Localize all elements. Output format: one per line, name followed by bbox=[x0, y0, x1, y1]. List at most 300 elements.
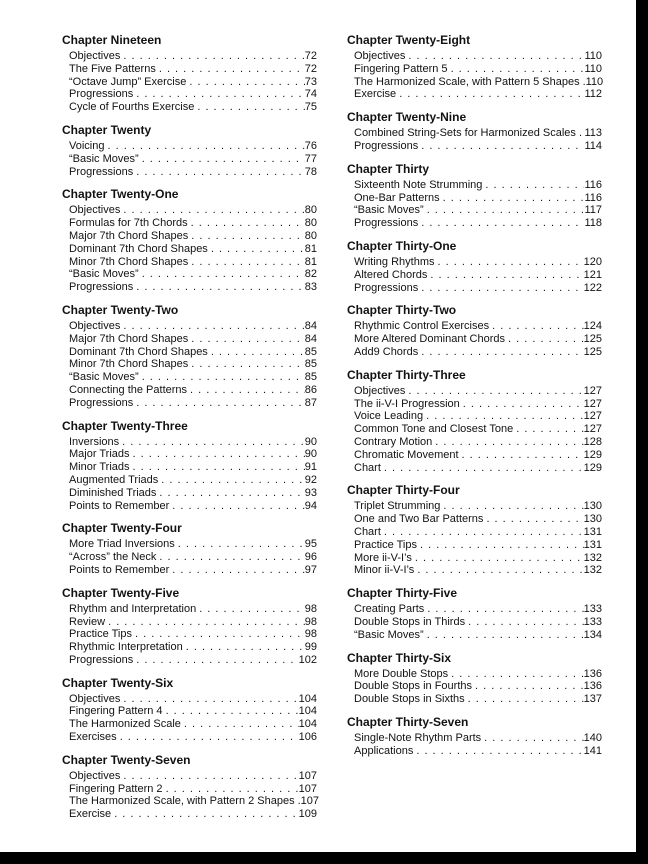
dot-leader bbox=[130, 461, 305, 474]
toc-entry-label: Rhythmic Control Exercises bbox=[354, 320, 490, 333]
toc-entry-label: Objectives bbox=[69, 50, 121, 62]
toc-entry-label: Practice Tips bbox=[69, 628, 132, 641]
toc-entry-page: 93 bbox=[304, 486, 317, 499]
toc-entry-label: Connecting the Patterns bbox=[69, 383, 188, 396]
chapter-section bbox=[62, 188, 317, 294]
toc-entry-label: Applications bbox=[354, 744, 414, 757]
chapter-title: Chapter Thirty-Five bbox=[347, 586, 458, 601]
dot-leader bbox=[505, 333, 584, 346]
dot-leader bbox=[381, 526, 584, 539]
toc-entry bbox=[354, 127, 602, 140]
dot-leader bbox=[183, 641, 305, 654]
dot-leader bbox=[188, 333, 305, 346]
toc-entry-label: Voicing bbox=[69, 139, 105, 152]
chapter-title: Chapter Twenty-Five bbox=[62, 585, 180, 600]
toc-entry-label: Exercise bbox=[69, 808, 112, 821]
dot-leader bbox=[424, 629, 584, 642]
dot-leader bbox=[133, 166, 305, 179]
toc-entry bbox=[354, 346, 602, 359]
toc-entry-label: Objectives bbox=[69, 319, 121, 332]
dot-leader bbox=[414, 564, 583, 577]
toc-entry bbox=[354, 63, 602, 76]
dot-leader bbox=[424, 603, 583, 616]
toc-entry-label: The ii-V-I Progression bbox=[354, 397, 460, 410]
toc-entry-label: Add9 Chords bbox=[354, 345, 419, 358]
toc-entry bbox=[69, 564, 317, 577]
toc-entry-label: Major Triads bbox=[69, 448, 130, 461]
toc-entry-page: 110 bbox=[585, 75, 604, 88]
toc-entry-label: Points to Remember bbox=[69, 563, 170, 576]
toc-entry bbox=[354, 693, 602, 706]
toc-entry-page: 122 bbox=[583, 281, 602, 294]
dot-leader bbox=[186, 76, 304, 89]
chapter-section bbox=[347, 111, 602, 153]
toc-entry bbox=[354, 616, 602, 629]
chapter-section bbox=[62, 522, 317, 576]
toc-entry-label: Objectives bbox=[69, 769, 121, 782]
toc-entry bbox=[354, 629, 602, 642]
toc-entry-label: “Octave Jump” Exercise bbox=[69, 75, 187, 88]
scan-edge-bottom bbox=[0, 852, 648, 864]
dot-leader bbox=[405, 385, 583, 398]
dot-leader bbox=[482, 179, 584, 192]
toc-entry-page: 116 bbox=[584, 178, 602, 191]
toc-entry bbox=[354, 462, 602, 475]
toc-entry-page: 131 bbox=[583, 525, 602, 538]
toc-entry-label: Double Stops in Sixths bbox=[354, 693, 465, 706]
toc-entry-label: Cycle of Fourths Exercise bbox=[69, 101, 195, 114]
chapter-title: Chapter Thirty-Four bbox=[347, 483, 460, 498]
dot-leader bbox=[483, 513, 583, 526]
toc-entry bbox=[354, 217, 602, 230]
chapter-section bbox=[62, 124, 317, 178]
toc-entry-label: Objectives bbox=[354, 384, 406, 397]
toc-entry bbox=[354, 436, 602, 449]
toc-entry bbox=[354, 732, 602, 745]
toc-entry bbox=[354, 76, 602, 89]
toc-entry-label: Progressions bbox=[69, 281, 134, 294]
dot-leader bbox=[405, 50, 584, 63]
toc-entry-page: 84 bbox=[304, 319, 317, 332]
toc-entry bbox=[69, 436, 317, 449]
dot-leader bbox=[169, 500, 304, 513]
toc-entry-page: 107 bbox=[298, 769, 317, 782]
toc-entry-page: 81 bbox=[304, 242, 317, 255]
toc-entry-label: Exercises bbox=[69, 731, 117, 744]
toc-entry-page: 75 bbox=[304, 101, 317, 114]
toc-entry-page: 104 bbox=[298, 692, 317, 705]
toc-entry bbox=[69, 731, 317, 744]
toc-entry-page: 104 bbox=[298, 705, 317, 718]
chapter-section bbox=[62, 420, 317, 513]
chapter-title: Chapter Twenty bbox=[62, 122, 152, 137]
toc-entry-page: 116 bbox=[584, 191, 602, 204]
toc-entry-label: More Altered Dominant Chords bbox=[354, 333, 506, 346]
toc-entry-label: Common Tone and Closest Tone bbox=[354, 423, 514, 436]
toc-entry bbox=[69, 153, 317, 166]
toc-entry bbox=[69, 461, 317, 474]
toc-entry bbox=[69, 268, 317, 281]
dot-leader bbox=[130, 448, 305, 461]
toc-entry-label: The Harmonized Scale, with Pattern 5 Shapes bbox=[354, 75, 580, 88]
toc-entry bbox=[354, 680, 602, 693]
toc-entry bbox=[354, 513, 602, 526]
toc-entry bbox=[69, 538, 317, 551]
toc-entry bbox=[354, 204, 602, 217]
toc-entry-page: 110 bbox=[584, 50, 602, 62]
chapter-title: Chapter Twenty-Three bbox=[62, 418, 188, 433]
dot-leader bbox=[133, 654, 298, 667]
dot-leader bbox=[418, 140, 584, 153]
toc-entry bbox=[69, 641, 317, 654]
toc-entry bbox=[354, 320, 602, 333]
chapter-section bbox=[347, 587, 602, 641]
toc-entry-label: “Basic Moves” bbox=[69, 268, 139, 281]
toc-entry-label: Altered Chords bbox=[354, 268, 428, 281]
toc-entry bbox=[69, 448, 317, 461]
toc-entry-page: 129 bbox=[583, 448, 602, 461]
dot-leader bbox=[208, 346, 305, 359]
toc-entry-page: 96 bbox=[304, 551, 317, 564]
dot-leader bbox=[432, 436, 583, 449]
dot-leader bbox=[448, 63, 585, 76]
dot-leader bbox=[417, 539, 584, 552]
toc-entry-page: 81 bbox=[304, 255, 317, 268]
dot-leader bbox=[120, 770, 298, 783]
dot-leader bbox=[163, 705, 299, 718]
toc-entry-page: 117 bbox=[584, 204, 602, 217]
toc-entry-page: 92 bbox=[304, 473, 317, 486]
toc-entry bbox=[69, 795, 317, 808]
chapter-section bbox=[62, 34, 317, 114]
dot-leader bbox=[104, 140, 304, 153]
toc-entry-label: “Basic Moves” bbox=[354, 204, 424, 217]
toc-entry-label: Minor Triads bbox=[69, 461, 130, 474]
toc-entry-page: 84 bbox=[304, 332, 317, 345]
toc-entry bbox=[354, 539, 602, 552]
dot-leader bbox=[418, 346, 583, 359]
chapter-title: Chapter Twenty-Nine bbox=[347, 110, 467, 125]
dot-leader bbox=[481, 732, 583, 745]
dot-leader bbox=[132, 628, 305, 641]
toc-entry bbox=[69, 63, 317, 76]
toc-entry-page: 124 bbox=[583, 320, 602, 333]
toc-entry-page: 113 bbox=[584, 127, 602, 140]
toc-entry-label: More ii-V-I’s bbox=[354, 551, 412, 564]
toc-entry-page: 125 bbox=[583, 333, 602, 346]
toc-entry-label: Rhythmic Interpretation bbox=[69, 641, 183, 654]
dot-leader bbox=[158, 474, 304, 487]
toc-entry-label: Points to Remember bbox=[69, 499, 170, 512]
toc-entry-label: Fingering Pattern 2 bbox=[69, 782, 163, 795]
toc-entry bbox=[354, 192, 602, 205]
dot-leader bbox=[423, 410, 584, 423]
toc-entry-label: One-Bar Patterns bbox=[354, 191, 440, 204]
chapter-section bbox=[347, 163, 602, 230]
toc-entry-page: 129 bbox=[583, 461, 602, 474]
toc-entry-label: Minor 7th Chord Shapes bbox=[69, 255, 189, 268]
toc-columns bbox=[62, 34, 602, 831]
toc-entry-page: 85 bbox=[304, 358, 317, 371]
toc-entry-page: 78 bbox=[304, 165, 317, 178]
toc-entry bbox=[354, 449, 602, 462]
toc-entry bbox=[354, 179, 602, 192]
toc-entry bbox=[354, 140, 602, 153]
chapter-section bbox=[62, 754, 317, 821]
dot-leader bbox=[120, 50, 304, 63]
chapter-section bbox=[347, 240, 602, 294]
toc-entry-page: 82 bbox=[304, 268, 317, 281]
dot-leader bbox=[188, 217, 305, 230]
chapter-title: Chapter Thirty-Two bbox=[347, 303, 457, 318]
dot-leader bbox=[418, 217, 584, 230]
chapter-title: Chapter Twenty-Eight bbox=[347, 33, 471, 47]
toc-entry-page: 72 bbox=[304, 50, 317, 62]
dot-leader bbox=[424, 204, 585, 217]
toc-entry-page: 133 bbox=[583, 615, 602, 628]
toc-entry bbox=[69, 693, 317, 706]
dot-leader bbox=[175, 538, 305, 551]
toc-entry bbox=[69, 230, 317, 243]
toc-entry-page: 132 bbox=[583, 551, 602, 564]
dot-leader bbox=[111, 808, 298, 821]
toc-entry-page: 74 bbox=[304, 88, 317, 101]
toc-entry bbox=[69, 333, 317, 346]
dot-leader bbox=[156, 551, 304, 564]
toc-entry bbox=[354, 603, 602, 616]
toc-entry-label: “Basic Moves” bbox=[69, 152, 139, 165]
toc-entry bbox=[69, 320, 317, 333]
toc-entry bbox=[69, 371, 317, 384]
toc-entry-label: The Five Patterns bbox=[69, 62, 156, 75]
toc-entry-page: 132 bbox=[583, 564, 602, 577]
toc-entry-page: 80 bbox=[304, 229, 317, 242]
toc-entry-page: 72 bbox=[304, 62, 317, 75]
toc-entry bbox=[354, 410, 602, 423]
toc-entry-page: 130 bbox=[583, 500, 602, 513]
chapter-section bbox=[347, 716, 602, 758]
toc-entry-label: Single-Note Rhythm Parts bbox=[354, 731, 482, 744]
toc-entry-label: Practice Tips bbox=[354, 538, 417, 551]
toc-entry-page: 85 bbox=[304, 345, 317, 358]
toc-entry-label: Progressions bbox=[69, 653, 134, 666]
toc-entry-label: Formulas for 7th Chords bbox=[69, 217, 188, 230]
toc-entry bbox=[69, 770, 317, 783]
dot-leader bbox=[489, 320, 584, 333]
toc-entry bbox=[69, 487, 317, 500]
toc-entry-label: Progressions bbox=[354, 281, 419, 294]
toc-entry-label: Major 7th Chord Shapes bbox=[69, 332, 189, 345]
toc-entry bbox=[69, 628, 317, 641]
toc-entry-page: 86 bbox=[304, 383, 317, 396]
toc-entry-page: 140 bbox=[583, 731, 602, 744]
toc-entry-label: Writing Rhythms bbox=[354, 255, 435, 268]
toc-entry-label: Diminished Triads bbox=[69, 486, 157, 499]
toc-entry-page: 112 bbox=[584, 88, 602, 101]
toc-entry-page: 127 bbox=[583, 384, 602, 397]
chapter-title: Chapter Nineteen bbox=[62, 33, 162, 47]
dot-leader bbox=[105, 616, 305, 629]
dot-leader bbox=[133, 281, 305, 294]
chapter-title: Chapter Thirty bbox=[347, 161, 430, 176]
chapter-title: Chapter Twenty-Two bbox=[62, 302, 179, 317]
toc-entry bbox=[69, 358, 317, 371]
dot-leader bbox=[139, 153, 305, 166]
toc-entry-page: 141 bbox=[583, 744, 602, 757]
toc-entry-label: Contrary Motion bbox=[354, 435, 433, 448]
toc-entry-label: Objectives bbox=[69, 204, 121, 217]
dot-leader bbox=[139, 371, 305, 384]
toc-entry-label: Inversions bbox=[69, 435, 120, 448]
toc-entry bbox=[354, 385, 602, 398]
toc-entry bbox=[69, 166, 317, 179]
toc-entry bbox=[354, 564, 602, 577]
toc-entry bbox=[354, 423, 602, 436]
toc-entry bbox=[354, 333, 602, 346]
chapter-section bbox=[347, 34, 602, 101]
toc-entry bbox=[354, 398, 602, 411]
toc-entry-page: 91 bbox=[304, 461, 317, 474]
dot-leader bbox=[427, 269, 583, 282]
toc-entry bbox=[69, 50, 317, 63]
toc-entry-page: 85 bbox=[304, 371, 317, 384]
toc-entry-page: 125 bbox=[583, 345, 602, 358]
toc-entry bbox=[69, 551, 317, 564]
toc-entry bbox=[354, 256, 602, 269]
toc-entry-page: 127 bbox=[583, 397, 602, 410]
toc-entry bbox=[69, 101, 317, 114]
chapter-title: Chapter Twenty-Four bbox=[62, 521, 182, 536]
toc-entry bbox=[69, 243, 317, 256]
toc-entry-label: “Across” the Neck bbox=[69, 551, 157, 564]
dot-leader bbox=[465, 693, 584, 706]
toc-entry-label: Objectives bbox=[69, 692, 121, 705]
toc-entry-label: More Double Stops bbox=[354, 667, 449, 680]
dot-leader bbox=[465, 616, 584, 629]
toc-entry-label: Dominant 7th Chord Shapes bbox=[69, 345, 208, 358]
toc-entry-label: The Harmonized Scale, with Pattern 2 Shapes bbox=[69, 795, 295, 808]
toc-column-left bbox=[62, 34, 317, 831]
toc-entry-label: Progressions bbox=[354, 139, 419, 152]
toc-entry-label: Fingering Pattern 4 bbox=[69, 705, 163, 718]
toc-entry-page: 98 bbox=[304, 628, 317, 641]
toc-entry-page: 107 bbox=[300, 795, 319, 808]
dot-leader bbox=[156, 63, 305, 76]
toc-entry bbox=[69, 76, 317, 89]
toc-entry-page: 80 bbox=[304, 217, 317, 230]
scan-edge-right bbox=[636, 0, 648, 864]
dot-leader bbox=[440, 192, 585, 205]
toc-entry-page: 107 bbox=[298, 782, 317, 795]
toc-entry-label: Progressions bbox=[69, 88, 134, 101]
dot-leader bbox=[440, 500, 583, 513]
toc-entry-page: 97 bbox=[304, 563, 317, 576]
toc-entry-label: Rhythm and Interpretation bbox=[69, 602, 197, 615]
dot-leader bbox=[513, 423, 583, 436]
toc-entry-page: 131 bbox=[583, 538, 602, 551]
dot-leader bbox=[196, 603, 305, 616]
toc-entry-page: 99 bbox=[304, 641, 317, 654]
toc-entry-page: 77 bbox=[304, 152, 317, 165]
toc-entry bbox=[69, 204, 317, 217]
toc-entry-page: 95 bbox=[304, 538, 317, 551]
toc-entry bbox=[69, 705, 317, 718]
dot-leader bbox=[448, 668, 583, 681]
dot-leader bbox=[117, 731, 299, 744]
dot-leader bbox=[434, 256, 583, 269]
toc-entry bbox=[69, 808, 317, 821]
toc-entry-label: Minor ii-V-I’s bbox=[354, 564, 415, 577]
toc-entry-page: 102 bbox=[298, 653, 317, 666]
chapter-title: Chapter Thirty-Seven bbox=[347, 714, 469, 729]
toc-entry-label: Progressions bbox=[69, 396, 134, 409]
toc-entry-page: 118 bbox=[584, 217, 602, 230]
toc-entry-page: 136 bbox=[583, 680, 602, 693]
dot-leader bbox=[120, 693, 298, 706]
toc-entry-label: Chromatic Movement bbox=[354, 448, 459, 461]
toc-entry-label: Augmented Triads bbox=[69, 473, 159, 486]
toc-entry-page: 120 bbox=[583, 255, 602, 268]
dot-leader bbox=[381, 462, 584, 475]
toc-entry-page: 98 bbox=[304, 615, 317, 628]
dot-leader bbox=[459, 449, 584, 462]
dot-leader bbox=[163, 783, 299, 796]
dot-leader bbox=[194, 101, 304, 114]
toc-entry bbox=[354, 88, 602, 101]
toc-entry-page: 134 bbox=[583, 628, 602, 641]
chapter-title: Chapter Thirty-Three bbox=[347, 367, 466, 382]
toc-entry-label: Chart bbox=[354, 461, 381, 474]
toc-entry-label: Creating Parts bbox=[354, 603, 425, 616]
toc-entry-page: 114 bbox=[584, 139, 602, 152]
toc-entry bbox=[69, 474, 317, 487]
dot-leader bbox=[120, 320, 304, 333]
toc-entry-page: 133 bbox=[583, 603, 602, 616]
toc-entry-page: 128 bbox=[583, 435, 602, 448]
toc-entry-label: Sixteenth Note Strumming bbox=[354, 178, 483, 191]
toc-entry bbox=[69, 217, 317, 230]
dot-leader bbox=[472, 680, 584, 693]
toc-entry-page: 87 bbox=[304, 396, 317, 409]
dot-leader bbox=[188, 230, 305, 243]
dot-leader bbox=[460, 398, 584, 411]
toc-entry-label: One and Two Bar Patterns bbox=[354, 513, 484, 526]
toc-entry bbox=[354, 282, 602, 295]
toc-entry-label: Double Stops in Thirds bbox=[354, 615, 466, 628]
toc-entry-page: 73 bbox=[304, 75, 317, 88]
toc-entry-label: Double Stops in Fourths bbox=[354, 680, 473, 693]
toc-entry-label: Exercise bbox=[354, 88, 397, 101]
toc-entry-label: Voice Leading bbox=[354, 410, 424, 423]
chapter-title: Chapter Twenty-Six bbox=[62, 675, 174, 690]
toc-entry bbox=[354, 500, 602, 513]
dot-leader bbox=[576, 127, 585, 140]
toc-entry-page: 127 bbox=[583, 423, 602, 436]
toc-entry-page: 136 bbox=[583, 667, 602, 680]
toc-entry-page: 98 bbox=[304, 602, 317, 615]
toc-entry bbox=[69, 140, 317, 153]
dot-leader bbox=[139, 268, 305, 281]
dot-leader bbox=[187, 384, 305, 397]
dot-leader bbox=[156, 487, 304, 500]
chapter-title: Chapter Thirty-One bbox=[347, 238, 457, 253]
toc-entry-page: 127 bbox=[583, 410, 602, 423]
toc-entry-page: 110 bbox=[584, 62, 602, 75]
toc-entry-page: 106 bbox=[298, 731, 317, 744]
toc-entry-page: 90 bbox=[304, 435, 317, 448]
dot-leader bbox=[208, 243, 305, 256]
chapter-section bbox=[62, 304, 317, 410]
